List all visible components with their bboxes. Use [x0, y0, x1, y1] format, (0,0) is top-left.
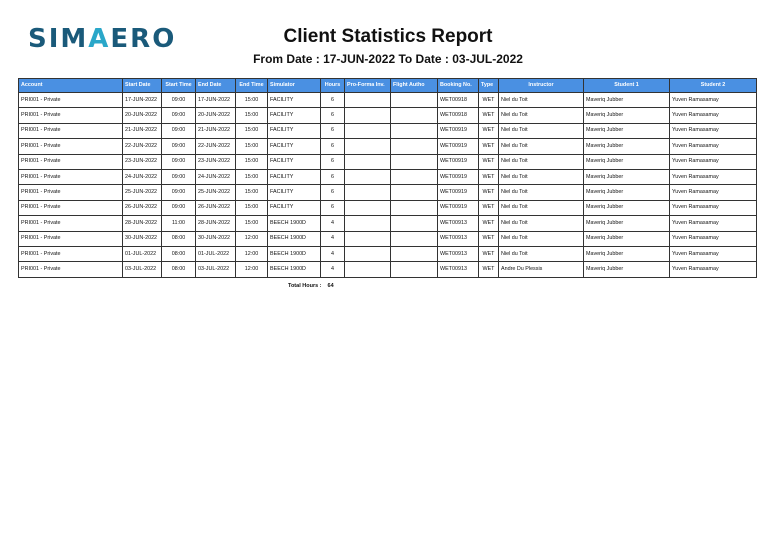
table-cell: Yuven Ramasamay	[670, 123, 757, 138]
table-cell: PRI001 - Private	[19, 123, 123, 138]
table-cell: 12:00	[236, 231, 268, 246]
table-cell	[391, 123, 438, 138]
table-cell: Yuven Ramasamay	[670, 154, 757, 169]
table-cell: Maveriq Jubber	[584, 123, 670, 138]
table-cell: 15:00	[236, 200, 268, 215]
table-cell: Niel du Toit	[499, 246, 584, 261]
table-cell: 08:00	[162, 262, 196, 277]
table-row	[19, 123, 757, 138]
column-header: Pro-Forma Inv.	[345, 79, 391, 93]
table-row	[19, 246, 757, 261]
table-cell: 4	[321, 216, 345, 231]
table-cell	[345, 216, 391, 231]
table-cell: FACILITY	[268, 185, 321, 200]
table-cell: Niel du Toit	[499, 108, 584, 123]
table-cell: 03-JUL-2022	[123, 262, 162, 277]
table-cell: WET00918	[438, 93, 479, 108]
table-cell: 08:00	[162, 246, 196, 261]
table-row	[19, 231, 757, 246]
table-cell: 6	[321, 185, 345, 200]
table-cell: 6	[321, 123, 345, 138]
table-cell: 6	[321, 200, 345, 215]
table-row	[19, 93, 757, 108]
table-cell	[345, 231, 391, 246]
table-header-row	[19, 79, 757, 93]
table-cell: PRI001 - Private	[19, 216, 123, 231]
table-cell: WET	[479, 246, 499, 261]
table-cell: 26-JUN-2022	[196, 200, 236, 215]
table-cell	[391, 93, 438, 108]
table-cell: 28-JUN-2022	[123, 216, 162, 231]
table-cell: 15:00	[236, 108, 268, 123]
table-cell: Yuven Ramasamay	[670, 200, 757, 215]
table-cell: 24-JUN-2022	[123, 169, 162, 184]
table-cell: WET	[479, 262, 499, 277]
table-cell: Niel du Toit	[499, 93, 584, 108]
table-cell: 15:00	[236, 216, 268, 231]
table-cell: WET	[479, 123, 499, 138]
column-header: Booking No.	[438, 79, 479, 93]
table-cell: Yuven Ramasamay	[670, 169, 757, 184]
table-cell: 15:00	[236, 93, 268, 108]
table-cell: 20-JUN-2022	[196, 108, 236, 123]
table-cell: Yuven Ramasamay	[670, 93, 757, 108]
table-cell: 09:00	[162, 169, 196, 184]
table-cell: 09:00	[162, 139, 196, 154]
table-cell: WET00913	[438, 262, 479, 277]
table-cell: 6	[321, 169, 345, 184]
table-cell: PRI001 - Private	[19, 185, 123, 200]
table-cell: Maveriq Jubber	[584, 139, 670, 154]
table-cell: WET00919	[438, 139, 479, 154]
table-cell: 4	[321, 246, 345, 261]
table-cell: Maveriq Jubber	[584, 246, 670, 261]
table-cell: 22-JUN-2022	[196, 139, 236, 154]
table-cell: FACILITY	[268, 108, 321, 123]
column-header: Hours	[321, 79, 345, 93]
column-header: Type	[479, 79, 499, 93]
table-cell: 03-JUL-2022	[196, 262, 236, 277]
table-cell	[345, 262, 391, 277]
table-cell: 09:00	[162, 154, 196, 169]
total-hours-label: Total Hours :	[288, 283, 322, 289]
table-cell: PRI001 - Private	[19, 108, 123, 123]
table-cell: FACILITY	[268, 93, 321, 108]
table-body	[19, 93, 757, 278]
table-cell: PRI001 - Private	[19, 169, 123, 184]
table-cell: 12:00	[236, 262, 268, 277]
table-cell: 6	[321, 154, 345, 169]
total-hours-value: 64	[327, 283, 334, 289]
logo-text-accent: A	[88, 24, 111, 54]
table-cell: PRI001 - Private	[19, 93, 123, 108]
table-cell: Yuven Ramasamay	[670, 231, 757, 246]
table-row	[19, 169, 757, 184]
table-cell	[345, 108, 391, 123]
column-header: Student 2	[670, 79, 757, 93]
table-cell	[391, 216, 438, 231]
table-cell: Yuven Ramasamay	[670, 108, 757, 123]
table-cell	[345, 185, 391, 200]
table-cell: 15:00	[236, 139, 268, 154]
column-header: Start Date	[123, 79, 162, 93]
table-cell	[345, 139, 391, 154]
table-cell: 09:00	[162, 123, 196, 138]
table-cell: WET	[479, 231, 499, 246]
table-cell: 01-JUL-2022	[196, 246, 236, 261]
table-cell: FACILITY	[268, 154, 321, 169]
table-cell: FACILITY	[268, 200, 321, 215]
table-cell	[391, 108, 438, 123]
column-header: Flight Autho	[391, 79, 438, 93]
table-cell: Maveriq Jubber	[584, 93, 670, 108]
table-cell: WET	[479, 154, 499, 169]
client-statistics-table	[18, 78, 757, 278]
table-cell: 09:00	[162, 200, 196, 215]
table-cell: 6	[321, 93, 345, 108]
table-cell	[345, 246, 391, 261]
table-cell: 09:00	[162, 185, 196, 200]
table-cell: WET00919	[438, 154, 479, 169]
table-cell: PRI001 - Private	[19, 246, 123, 261]
table-cell	[391, 139, 438, 154]
table-cell: 11:00	[162, 216, 196, 231]
column-header: Instructor	[499, 79, 584, 93]
table-cell: WET00918	[438, 108, 479, 123]
table-cell: WET00919	[438, 169, 479, 184]
table-cell	[391, 185, 438, 200]
table-cell: WET	[479, 139, 499, 154]
table-cell: WET00919	[438, 185, 479, 200]
table-cell: 15:00	[236, 154, 268, 169]
table-cell: Yuven Ramasamay	[670, 185, 757, 200]
table-cell: 6	[321, 139, 345, 154]
table-cell: PRI001 - Private	[19, 139, 123, 154]
table-row	[19, 262, 757, 277]
table-cell: WET00919	[438, 200, 479, 215]
report-date-range: From Date : 17-JUN-2022 To Date : 03-JUL-2022	[253, 52, 523, 66]
table-cell: Maveriq Jubber	[584, 185, 670, 200]
table-cell: Maveriq Jubber	[584, 200, 670, 215]
table-cell: FACILITY	[268, 139, 321, 154]
table-cell: Niel du Toit	[499, 185, 584, 200]
table-cell: PRI001 - Private	[19, 200, 123, 215]
table-cell: 09:00	[162, 108, 196, 123]
table-row	[19, 185, 757, 200]
logo-text-part1: SIM	[28, 24, 89, 54]
table-cell: 25-JUN-2022	[123, 185, 162, 200]
table-cell	[391, 169, 438, 184]
table-cell: WET00913	[438, 231, 479, 246]
table-cell: BEECH 1900D	[268, 216, 321, 231]
table-cell: Andre Du Plessis	[499, 262, 584, 277]
table-cell: 4	[321, 231, 345, 246]
total-hours	[288, 283, 334, 289]
column-header: Start Time	[162, 79, 196, 93]
table-cell: WET	[479, 185, 499, 200]
table-cell	[391, 200, 438, 215]
table-cell: WET	[479, 216, 499, 231]
column-header: Account	[19, 79, 123, 93]
table-cell: 22-JUN-2022	[123, 139, 162, 154]
table-row	[19, 216, 757, 231]
table-cell: 09:00	[162, 93, 196, 108]
table-cell: 4	[321, 262, 345, 277]
table-cell: BEECH 1900D	[268, 231, 321, 246]
table-cell: Yuven Ramasamay	[670, 262, 757, 277]
table-cell: 30-JUN-2022	[123, 231, 162, 246]
table-row	[19, 108, 757, 123]
table-cell: Niel du Toit	[499, 169, 584, 184]
table-cell: 17-JUN-2022	[196, 93, 236, 108]
table-cell	[345, 123, 391, 138]
table-cell	[391, 246, 438, 261]
table-cell: WET	[479, 93, 499, 108]
table-cell: Niel du Toit	[499, 123, 584, 138]
report-title: Client Statistics Report	[283, 26, 493, 47]
table-cell	[345, 200, 391, 215]
table-cell: Yuven Ramasamay	[670, 246, 757, 261]
column-header: End Time	[236, 79, 268, 93]
logo-text-part2: ERO	[110, 24, 177, 54]
table-row	[19, 139, 757, 154]
table-cell	[391, 231, 438, 246]
table-cell: Yuven Ramasamay	[670, 216, 757, 231]
table-cell: 24-JUN-2022	[196, 169, 236, 184]
table-cell: Niel du Toit	[499, 216, 584, 231]
table-cell: Niel du Toit	[499, 139, 584, 154]
table-cell	[345, 169, 391, 184]
table-cell: 21-JUN-2022	[123, 123, 162, 138]
table-cell: BEECH 1900D	[268, 246, 321, 261]
table-cell: WET	[479, 200, 499, 215]
table-cell: 21-JUN-2022	[196, 123, 236, 138]
table-row	[19, 154, 757, 169]
table-cell: 15:00	[236, 169, 268, 184]
table-row	[19, 200, 757, 215]
table-cell: Niel du Toit	[499, 154, 584, 169]
table-cell: 12:00	[236, 246, 268, 261]
table-cell: Maveriq Jubber	[584, 216, 670, 231]
table-cell: Maveriq Jubber	[584, 231, 670, 246]
table-cell: WET	[479, 169, 499, 184]
table-cell: Maveriq Jubber	[584, 154, 670, 169]
column-header: Student 1	[584, 79, 670, 93]
table-cell: FACILITY	[268, 169, 321, 184]
table-cell: WET00913	[438, 246, 479, 261]
column-header: End Date	[196, 79, 236, 93]
column-header: Simulator	[268, 79, 321, 93]
table-cell	[345, 93, 391, 108]
table-cell: PRI001 - Private	[19, 262, 123, 277]
table-cell: Niel du Toit	[499, 231, 584, 246]
table-cell: 20-JUN-2022	[123, 108, 162, 123]
table-cell	[391, 262, 438, 277]
table-cell: Maveriq Jubber	[584, 108, 670, 123]
table-cell: Maveriq Jubber	[584, 262, 670, 277]
table-cell: WET00913	[438, 216, 479, 231]
table-cell	[391, 154, 438, 169]
table-cell: 28-JUN-2022	[196, 216, 236, 231]
table-cell: 15:00	[236, 185, 268, 200]
table-cell: 01-JUL-2022	[123, 246, 162, 261]
table-cell: PRI001 - Private	[19, 231, 123, 246]
table-cell: 23-JUN-2022	[196, 154, 236, 169]
table-cell: 15:00	[236, 123, 268, 138]
table-cell: 25-JUN-2022	[196, 185, 236, 200]
table-cell: 30-JUN-2022	[196, 231, 236, 246]
table-cell: 08:00	[162, 231, 196, 246]
table-cell: WET00919	[438, 123, 479, 138]
table-cell: BEECH 1900D	[268, 262, 321, 277]
table-cell: Yuven Ramasamay	[670, 139, 757, 154]
table-cell: 17-JUN-2022	[123, 93, 162, 108]
table-cell: WET	[479, 108, 499, 123]
table-cell: 26-JUN-2022	[123, 200, 162, 215]
table-cell: Niel du Toit	[499, 200, 584, 215]
table-cell: Maveriq Jubber	[584, 169, 670, 184]
table-cell: FACILITY	[268, 123, 321, 138]
table-cell	[345, 154, 391, 169]
table-cell: PRI001 - Private	[19, 154, 123, 169]
table-cell: 6	[321, 108, 345, 123]
table-cell: 23-JUN-2022	[123, 154, 162, 169]
